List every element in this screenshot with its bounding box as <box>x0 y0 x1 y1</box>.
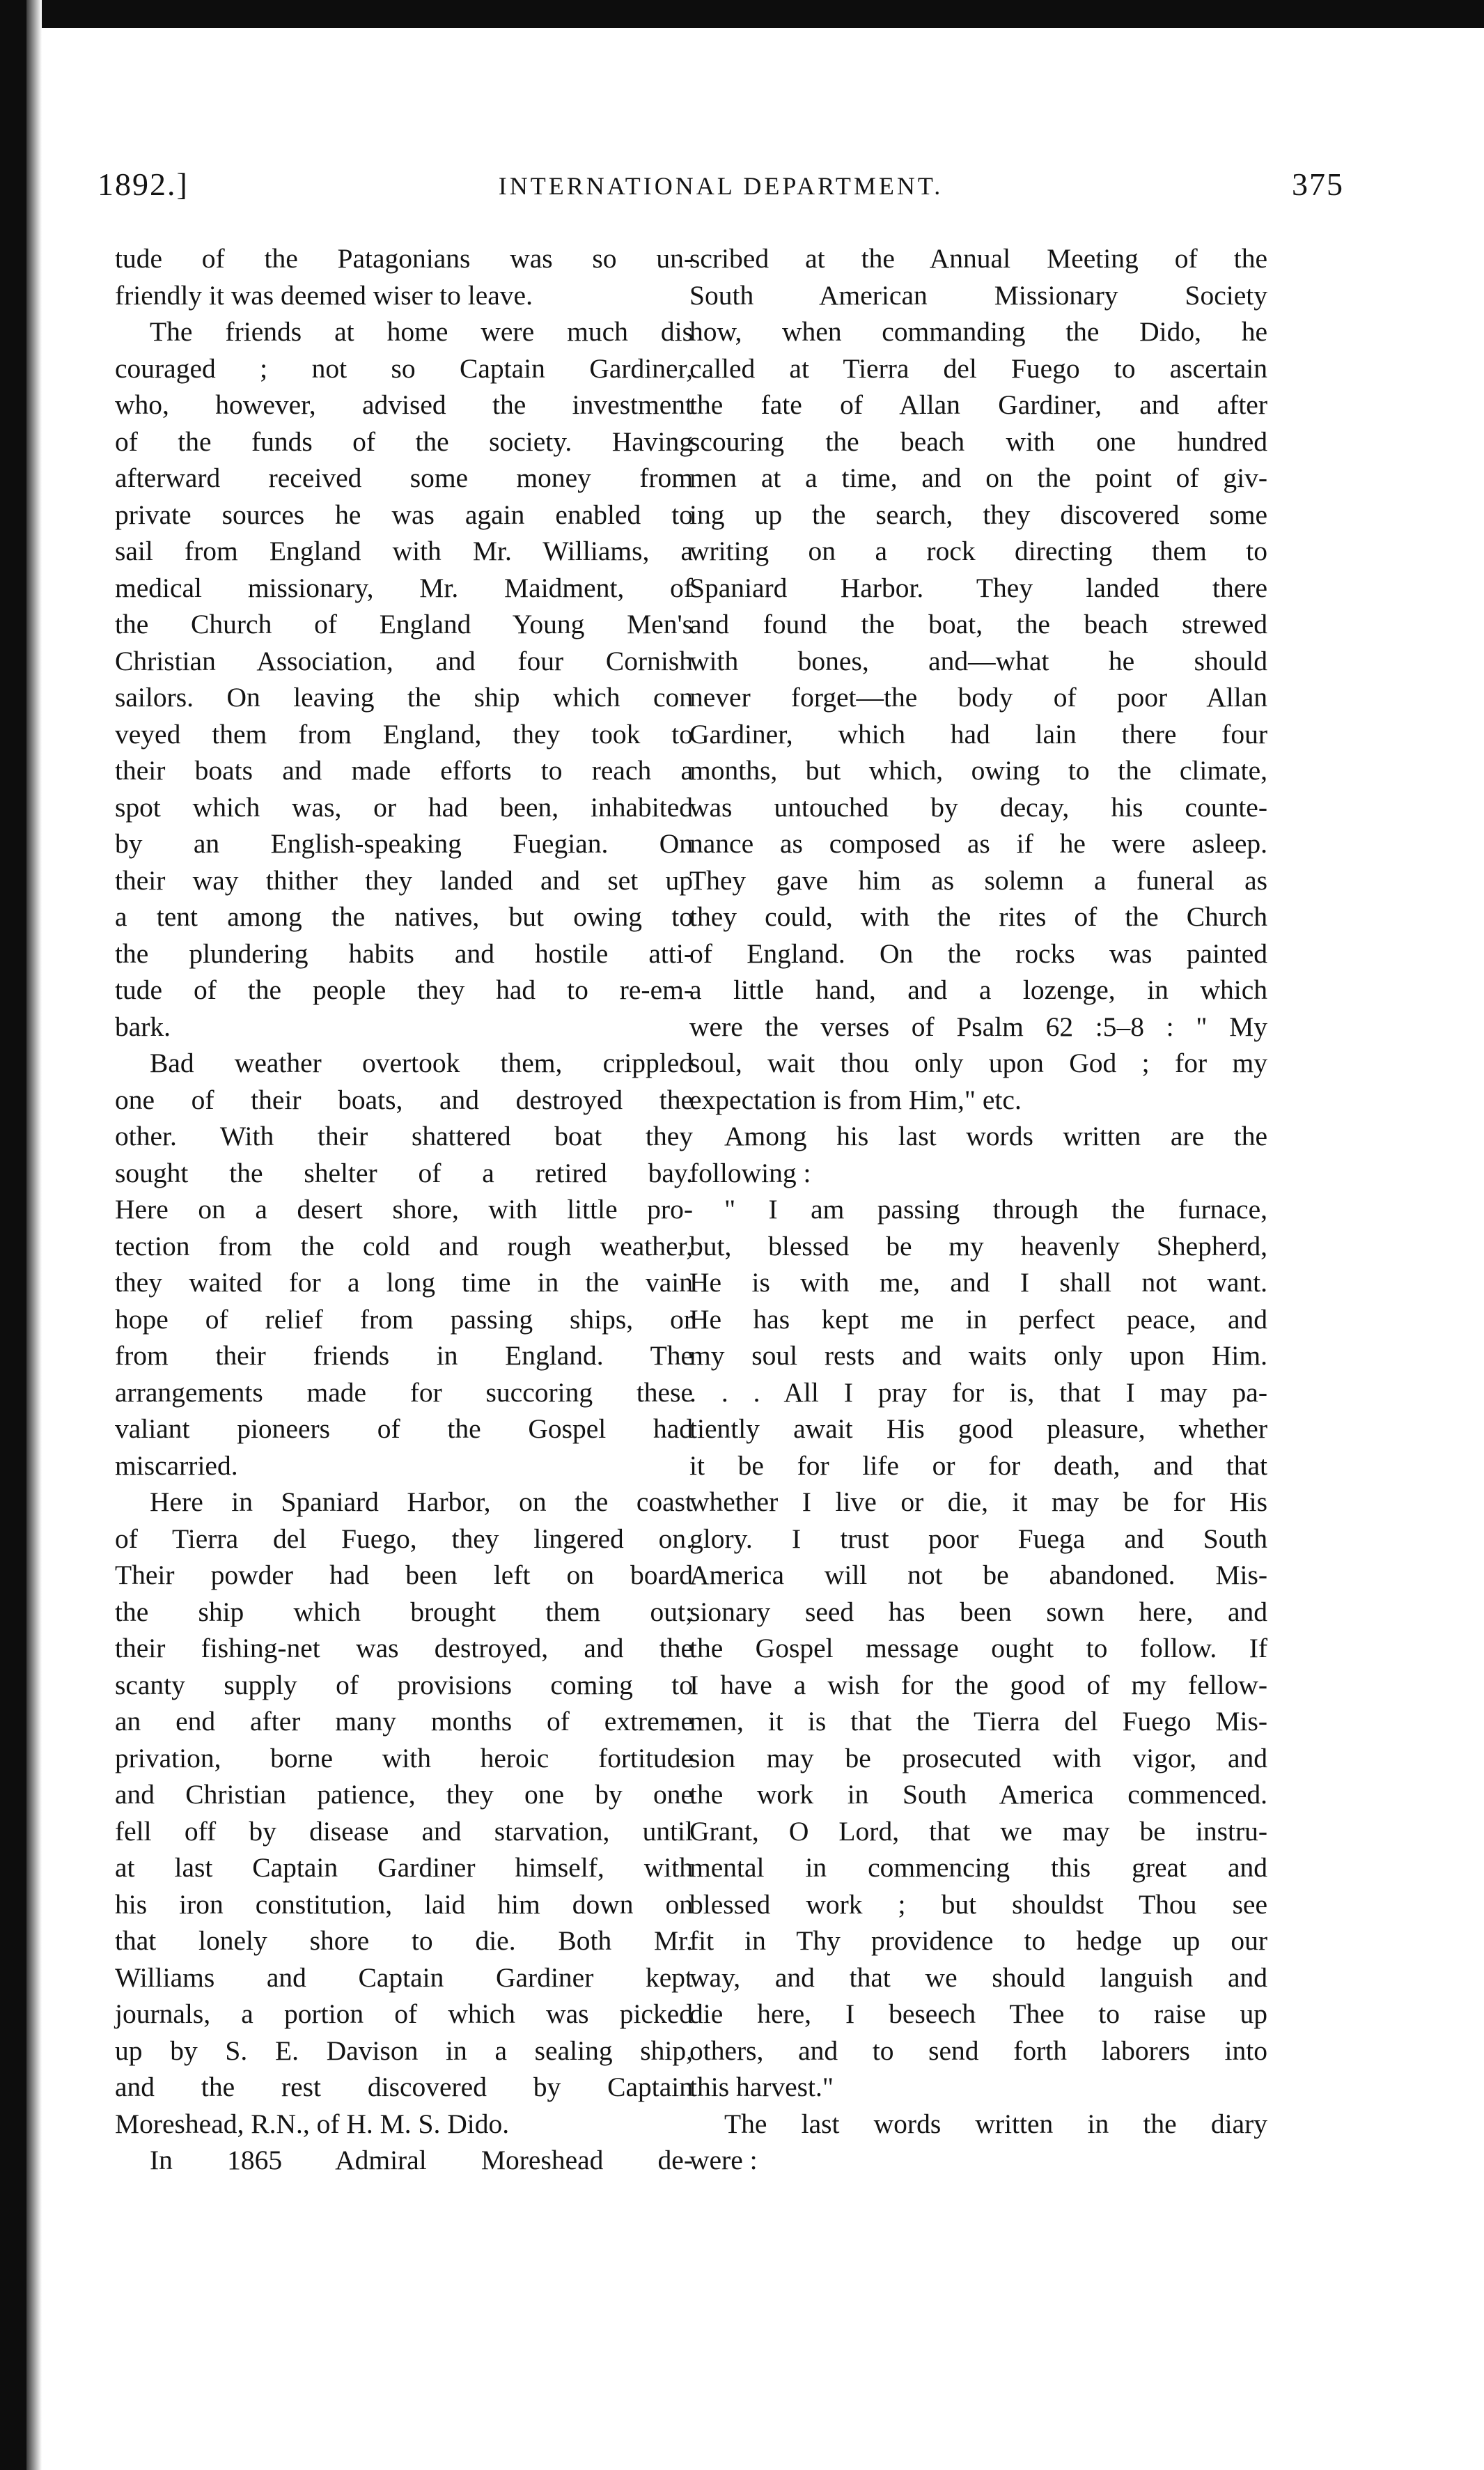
page-top-border <box>0 0 1484 28</box>
left-column-line: Here on a desert shore, with little pro- <box>115 1194 693 1225</box>
right-column-line: blessed work ; but shouldst Thou see <box>689 1888 1267 1920</box>
left-column-line: one of their boats, and destroyed the <box>115 1084 693 1115</box>
right-column-line: . . . All I pray for is, that I may pa- <box>689 1376 1267 1408</box>
left-column-line: veyed them from England, they took to <box>115 718 693 749</box>
right-column-line: others, and to send forth laborers into <box>689 2035 1267 2066</box>
left-column-line: afterward received some money from <box>115 463 693 493</box>
right-column-line: soul, wait thou only upon God ; for my <box>689 1048 1267 1078</box>
right-column-line: writing on a rock directing them to <box>689 536 1267 566</box>
left-column-line: of Tierra del Fuego, they lingered on. <box>115 1523 693 1554</box>
right-column-line: months, but which, owing to the climate, <box>689 755 1267 786</box>
right-column-line: the Gospel message ought to follow. If <box>689 1633 1267 1663</box>
page-left-border <box>0 0 26 2470</box>
header-running-title: INTERNATIONAL DEPARTMENT. <box>498 172 944 200</box>
right-column-line: my soul rests and waits only upon Him. <box>689 1340 1267 1371</box>
left-column-line: Bad weather overtook them, crippled <box>150 1048 693 1078</box>
left-column-line: journals, a portion of which was picked <box>115 1998 693 2029</box>
left-column-line: their boats and made efforts to reach a <box>115 755 693 786</box>
left-column-line: up by S. E. Davison in a sealing ship, <box>115 2035 693 2066</box>
left-column-line: arrangements made for succoring these <box>115 1376 693 1408</box>
left-column-line: they waited for a long time in the vain <box>115 1267 693 1298</box>
left-column-line: bark. <box>115 1011 171 1042</box>
left-text-column <box>115 240 693 2179</box>
left-column-line: from their friends in England. The <box>115 1340 693 1371</box>
header-page-number: 375 <box>1292 166 1344 202</box>
left-column-line: sail from England with Mr. Williams, a <box>115 536 693 566</box>
right-column-line: Grant, O Lord, that we may be instru- <box>689 1815 1267 1847</box>
right-column-line: called at Tierra del Fuego to ascertain <box>689 352 1267 384</box>
right-column-line: They gave him as solemn a funeral as <box>689 864 1267 896</box>
header-year: 1892.] <box>97 166 189 202</box>
left-column-line: private sources he was again enabled to <box>115 499 693 530</box>
left-column-line: hope of relief from passing ships, or <box>115 1303 693 1335</box>
left-column-line: medical missionary, Mr. Maidment, of <box>115 572 693 603</box>
left-column-line: who, however, advised the investment <box>115 389 693 420</box>
left-column-line: tude of the Patagonians was so un- <box>115 243 693 274</box>
right-column-line: and found the boat, the beach strewed <box>689 609 1267 639</box>
left-column-line: couraged ; not so Captain Gardiner, <box>115 352 693 384</box>
left-column-line: Christian Association, and four Cornish <box>115 645 693 676</box>
left-column-line: Williams and Captain Gardiner kept <box>115 1962 693 1993</box>
left-column-line: at last Captain Gardiner himself, with <box>115 1852 693 1883</box>
left-column-line: spot which was, or had been, inhabited <box>115 791 693 823</box>
left-column-line: sailors. On leaving the ship which con <box>115 682 693 713</box>
right-text-column <box>689 240 1267 2179</box>
right-column-line: scribed at the Annual Meeting of the <box>689 243 1267 274</box>
left-column-line: tude of the people they had to re-em- <box>115 974 693 1005</box>
right-column-line: America will not be abandoned. Mis- <box>689 1560 1267 1590</box>
right-column-line: a little hand, and a lozenge, in which <box>689 974 1267 1005</box>
left-column-line: their way thither they landed and set up <box>115 864 693 896</box>
right-column-line: the fate of Allan Gardiner, and after <box>689 389 1267 420</box>
right-column-line: with bones, and—what he should <box>689 645 1267 676</box>
right-column-line: He has kept me in perfect peace, and <box>689 1303 1267 1335</box>
right-column-line: expectation is from Him," etc. <box>689 1084 1022 1115</box>
right-column-line: glory. I trust poor Fuega and South <box>689 1523 1267 1554</box>
right-column-line: whether I live or die, it may be for His <box>689 1486 1267 1517</box>
left-column-line: by an English-speaking Fuegian. On <box>115 828 693 859</box>
right-column-line: but, blessed be my heavenly Shepherd, <box>689 1230 1267 1261</box>
right-column-line: Spaniard Harbor. They landed there <box>689 572 1267 603</box>
right-column-line: fit in Thy providence to hedge up our <box>689 1925 1267 1956</box>
right-column-line: I have a wish for the good of my fellow- <box>689 1669 1267 1700</box>
right-column-line: men, it is that the Tierra del Fuego Mis- <box>689 1706 1267 1737</box>
left-column-line: privation, borne with heroic fortitude <box>115 1742 693 1773</box>
right-column-line: men at a time, and on the point of giv- <box>689 463 1267 493</box>
right-column-line: Among his last words written are the <box>724 1121 1267 1151</box>
left-column-line: tection from the cold and rough weather, <box>115 1230 693 1261</box>
left-column-line: his iron constitution, laid him down on <box>115 1888 693 1920</box>
right-column-line: this harvest." <box>689 2072 834 2102</box>
left-column-line: other. With their shattered boat they <box>115 1121 693 1151</box>
right-column-line: it be for life or for death, and that <box>689 1450 1267 1481</box>
page-left-border-shadow <box>26 0 42 2470</box>
right-column-line: He is with me, and I shall not want. <box>689 1267 1267 1298</box>
left-column-line: the Church of England Young Men's <box>115 609 693 639</box>
right-column-line: sion may be prosecuted with vigor, and <box>689 1742 1267 1773</box>
left-column-line: friendly it was deemed wiser to leave. <box>115 279 533 311</box>
left-column-line: and the rest discovered by Captain <box>115 2072 693 2102</box>
right-column-line: scouring the beach with one hundred <box>689 426 1267 457</box>
left-column-line: valiant pioneers of the Gospel had <box>115 1413 693 1444</box>
right-column-line: was untouched by decay, his counte- <box>689 791 1267 823</box>
right-column-line: South American Missionary Society <box>689 279 1267 311</box>
left-column-line: fell off by disease and starvation, until <box>115 1815 693 1847</box>
left-column-line: and Christian patience, they one by one <box>115 1779 693 1810</box>
left-column-line: sought the shelter of a retired bay. <box>115 1157 693 1188</box>
right-column-line: were : <box>689 2145 758 2175</box>
left-column-line: Moreshead, R.N., of H. M. S. Dido. <box>115 2108 510 2139</box>
left-column-line: a tent among the natives, but owing to <box>115 901 693 932</box>
left-column-line: the plundering habits and hostile atti- <box>115 938 693 969</box>
right-column-line: they could, with the rites of the Church <box>689 901 1267 932</box>
right-column-line: never forget—the body of poor Allan <box>689 682 1267 713</box>
right-column-line: way, and that we should languish and <box>689 1962 1267 1993</box>
right-column-line: tiently await His good pleasure, whether <box>689 1413 1267 1444</box>
right-column-line: the work in South America commenced. <box>689 1779 1267 1810</box>
left-column-line: scanty supply of provisions coming to <box>115 1669 693 1700</box>
running-header <box>97 166 1344 208</box>
right-column-line: how, when commanding the Dido, he <box>689 316 1267 347</box>
left-column-line: Here in Spaniard Harbor, on the coast <box>150 1486 693 1517</box>
left-column-line: miscarried. <box>115 1450 238 1481</box>
right-column-line: nance as composed as if he were asleep. <box>689 828 1267 859</box>
right-column-line: " I am passing through the furnace, <box>724 1194 1267 1225</box>
left-column-line: of the funds of the society. Having <box>115 426 693 457</box>
left-column-line: that lonely shore to die. Both Mr. <box>115 1925 693 1956</box>
right-column-line: were the verses of Psalm 62 :5–8 : " My <box>689 1011 1267 1042</box>
left-column-line: The friends at home were much dis <box>150 316 693 347</box>
right-column-line: following : <box>689 1157 811 1188</box>
right-column-line: die here, I beseech Thee to raise up <box>689 1998 1267 2029</box>
right-column-line: Gardiner, which had lain there four <box>689 718 1267 749</box>
right-column-line: mental in commencing this great and <box>689 1852 1267 1883</box>
left-column-line: an end after many months of extreme <box>115 1706 693 1737</box>
right-column-line: of England. On the rocks was painted <box>689 938 1267 969</box>
right-column-line: ing up the search, they discovered some <box>689 499 1267 530</box>
left-column-line: the ship which brought them out; <box>115 1596 693 1627</box>
left-column-line: their fishing-net was destroyed, and the <box>115 1633 693 1663</box>
left-column-line: Their powder had been left on board <box>115 1560 693 1590</box>
right-column-line: sionary seed has been sown here, and <box>689 1596 1267 1627</box>
right-column-line: The last words written in the diary <box>724 2108 1267 2139</box>
left-column-line: In 1865 Admiral Moreshead de- <box>150 2145 693 2175</box>
